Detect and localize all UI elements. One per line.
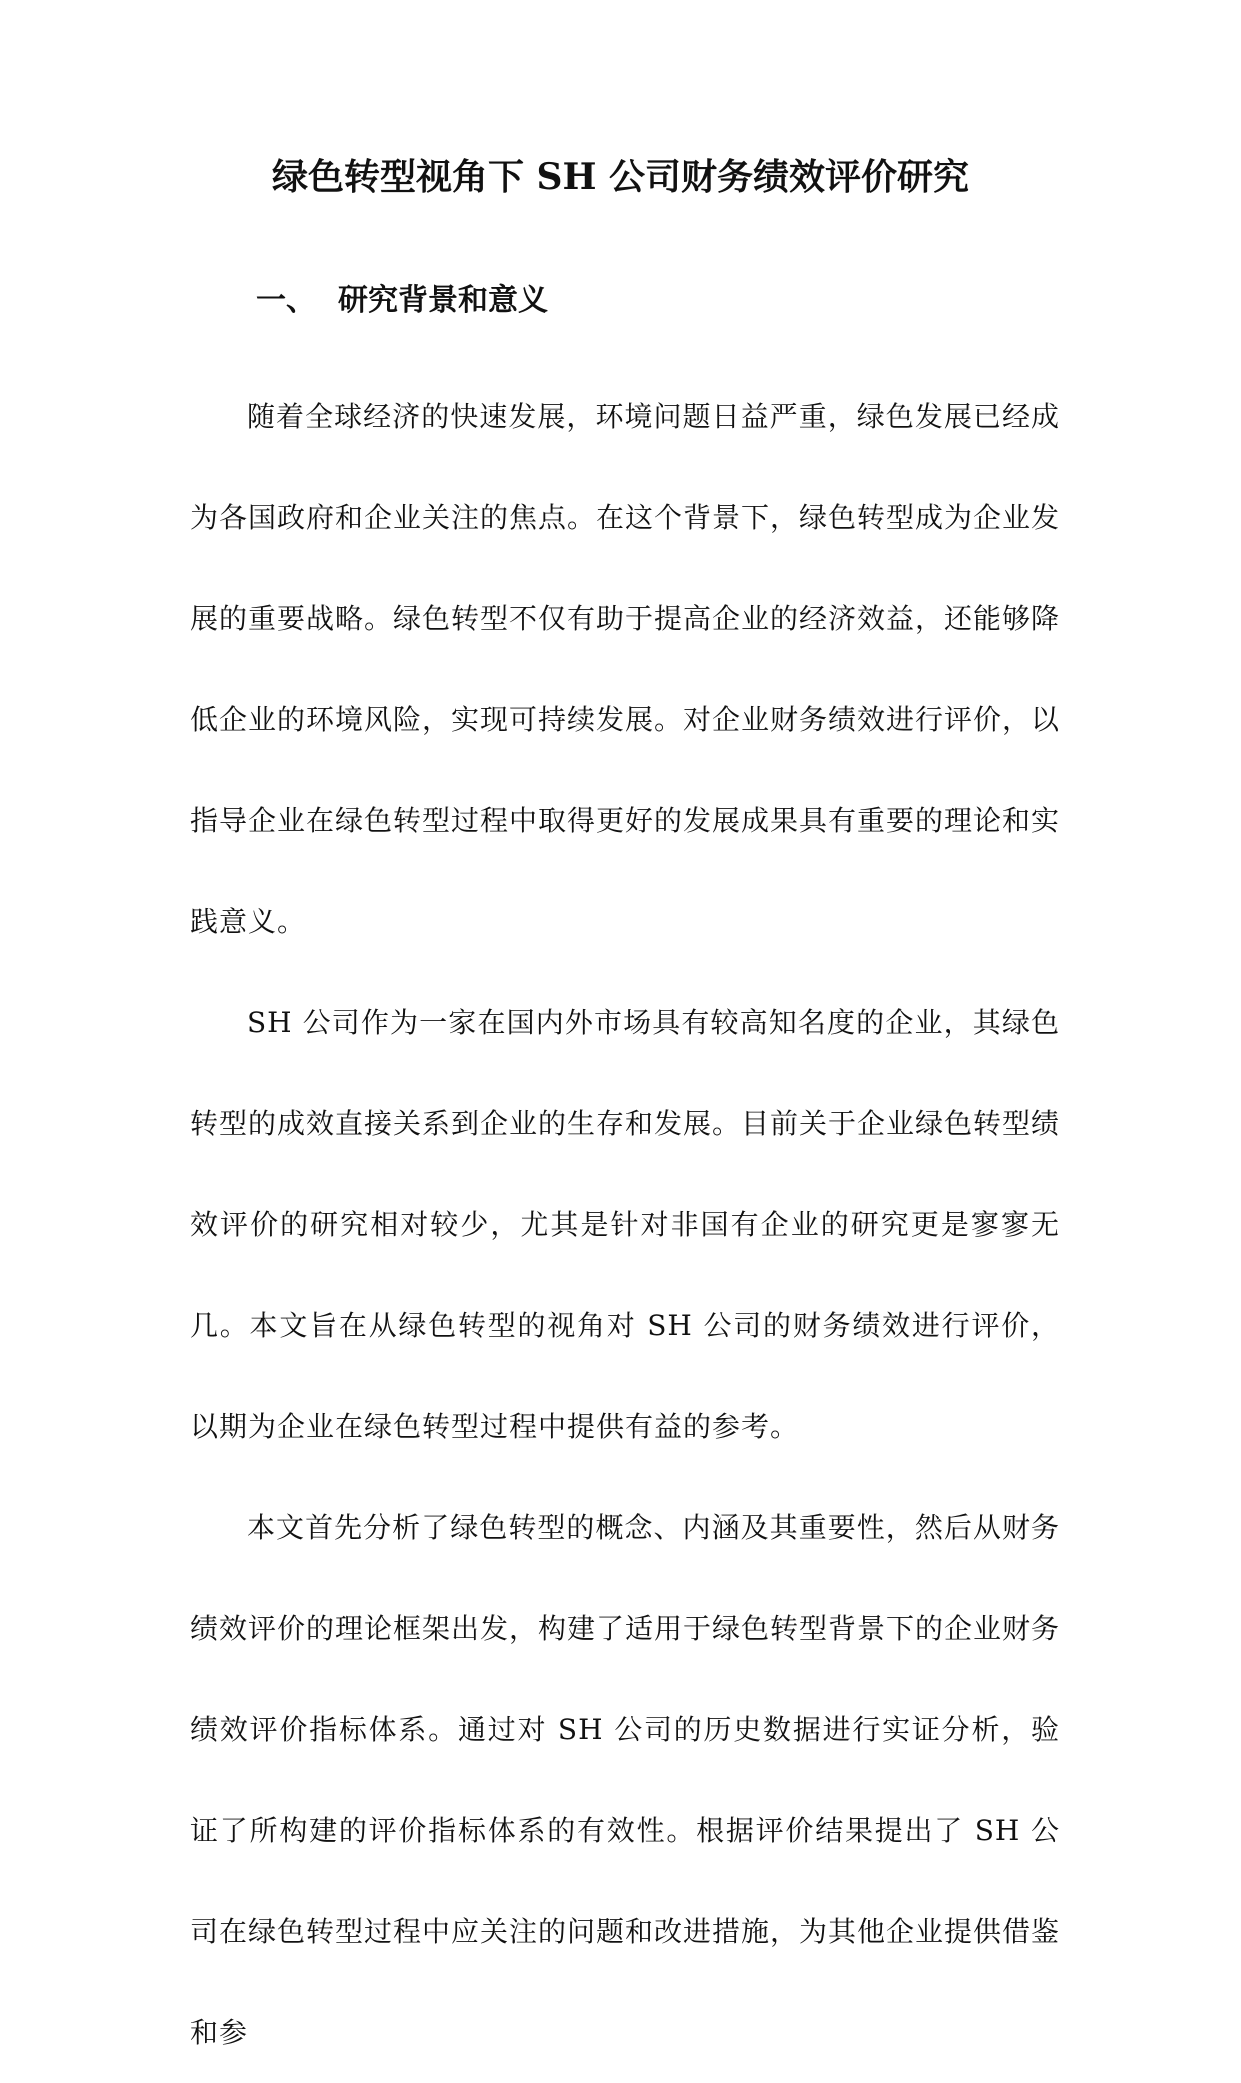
paragraph-3: 本文首先分析了绿色转型的概念、内涵及其重要性，然后从财务绩效评价的理论框架出发，构建了适用于绿色转型背景下的企业财务绩效评价指标体系。通过对 SH 公司的历史数据进行实证分析，验证了所构建的评价指标体系的有效性。根据评价结果提出了 SH 公司在绿色转型过程中应关注的问题和改进措施，为其他企业提供借鉴和参 <box>190 1511 1061 2049</box>
body-text <box>190 366 1060 2083</box>
document-title: 绿色转型视角下 SH 公司财务绩效评价研究 <box>271 156 970 198</box>
section-title: 研究背景和意义 <box>338 283 548 318</box>
paragraph-2: SH 公司作为一家在国内外市场具有较高知名度的企业，其绿色转型的成效直接关系到企业的生存和发展。目前关于企业绿色转型绩效评价的研究相对较少，尤其是针对非国有企业的研究更是寥寥无几。本文旨在从绿色转型的视角对 SH 公司的财务绩效进行评价，以期为企业在绿色转型过程中提供有益的参考。 <box>190 1006 1061 1443</box>
paragraph-1: 随着全球经济的快速发展，环境问题日益严重，绿色发展已经成为各国政府和企业关注的焦点。在这个背景下，绿色转型成为企业发展的重要战略。绿色转型不仅有助于提高企业的经济效益，还能够降低企业的环境风险，实现可持续发展。对企业财务绩效进行评价，以指导企业在绿色转型过程中取得更好的发展成果具有重要的理论和实践意义。 <box>190 400 1061 938</box>
section-heading <box>256 277 548 325</box>
section-number: 一、 <box>256 283 316 318</box>
